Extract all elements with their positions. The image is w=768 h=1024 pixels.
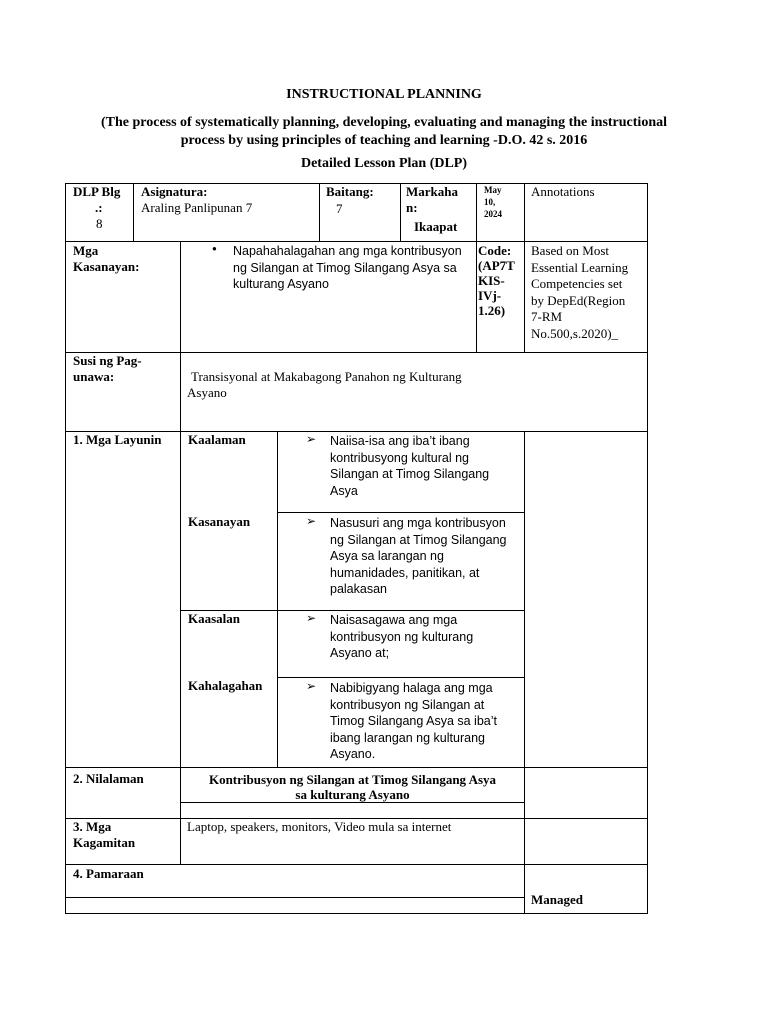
arrow-icon: ➢ — [306, 679, 317, 693]
competency-code: Code: (AP7T KIS- IVj- 1.26) — [478, 243, 515, 318]
grid-line — [180, 352, 181, 432]
grid-line — [180, 431, 181, 768]
susi-text: Transisyonal at Makabagong Panahon ng Kulturang Asyano — [187, 369, 462, 400]
grid-line — [65, 241, 648, 242]
grid-line — [277, 512, 525, 513]
kagamitan-label: 3. Mga Kagamitan — [73, 819, 136, 850]
grid-line — [65, 767, 648, 768]
pamaraan-note: Managed — [531, 892, 583, 907]
domain-kaasalan: Kaasalan — [188, 611, 241, 626]
dlp-number: 8 — [96, 216, 103, 231]
lesson-date: May 10, 2024 — [484, 185, 502, 219]
document-subtitle: Detailed Lesson Plan (DLP) — [300, 156, 468, 171]
arrow-icon: ➢ — [306, 611, 317, 625]
objective-kahalagahan: Nabibigyang halaga ang mga kontribusyon ng Silangan at Timog Silangang Asya sa iba’t ibang larangan ng kulturang Asyano. — [330, 681, 497, 761]
table-border-bottom — [65, 913, 648, 914]
baitang-label: Baitang: — [326, 184, 374, 199]
table-border-left — [65, 183, 66, 914]
grid-line — [180, 241, 181, 353]
grid-line — [476, 241, 477, 353]
grid-line — [180, 802, 525, 803]
grid-line — [65, 864, 648, 865]
grid-line — [277, 677, 525, 678]
baitang-value: 7 — [336, 201, 343, 216]
document-title: INSTRUCTIONAL PLANNING — [286, 87, 482, 102]
grid-line — [277, 431, 278, 768]
dlp-label: DLP Blg .: — [73, 184, 121, 215]
grid-line — [476, 183, 477, 242]
asignatura-value: Araling Panlipunan 7 — [141, 200, 253, 215]
layunin-label: 1. Mga Layunin — [73, 432, 162, 447]
pamaraan-label: 4. Pamaraan — [73, 866, 144, 881]
definition-line-2: process by using principles of teaching and learning -D.O. 42 s. 2016 — [180, 133, 588, 148]
markahan-value: Ikaapat — [414, 219, 458, 234]
grid-line — [65, 897, 525, 898]
objective-kasanayan: Nasusuri ang mga kontribusyon ng Silangan at Timog Silangang Asya sa larangan ng humanidades, panitikan, at palakasan — [330, 516, 507, 596]
domain-kasanayan: Kasanayan — [188, 514, 251, 529]
grid-line — [319, 183, 320, 242]
domain-kahalagahan: Kahalagahan — [188, 678, 263, 693]
grid-line — [65, 352, 648, 353]
arrow-icon: ➢ — [306, 514, 317, 528]
definition-line-1: (The process of systematically planning, developing, evaluating and managing the instructional — [100, 115, 667, 130]
kasanayan-skill: Napahahalagahan ang mga kontribusyon ng Silangan at Timog Silangang Asya sa kulturang Asyano — [233, 244, 462, 291]
annotations-header: Annotations — [531, 184, 595, 199]
kasanayan-label: Mga Kasanayan: — [73, 243, 140, 274]
markahan-label: Markaha n: — [406, 184, 458, 215]
competency-note: Based on Most Essential Learning Competencies set by DepEd(Region 7-RM No.500,s.2020)_ — [531, 243, 629, 341]
objective-kaasalan: Naisasagawa ang mga kontribusyon ng kulturang Asyano at; — [330, 613, 474, 660]
asignatura-label: Asignatura: — [141, 184, 208, 199]
arrow-icon: ➢ — [306, 432, 317, 446]
susi-label: Susi ng Pag- unawa: — [73, 353, 142, 384]
kagamitan-text: Laptop, speakers, monitors, Video mula sa internet — [187, 819, 452, 834]
domain-kaalaman: Kaalaman — [188, 432, 246, 447]
objective-kaalaman: Naiisa-isa ang iba’t ibang kontribusyong kultural ng Silangan at Timog Silangang Asya — [330, 434, 490, 498]
grid-line — [524, 241, 525, 353]
nilalaman-label: 2. Nilalaman — [73, 771, 144, 786]
nilalaman-text: Kontribusyon ng Silangan at Timog Silangang Asya sa kulturang Asyano — [208, 772, 497, 802]
grid-line — [524, 431, 525, 913]
grid-line — [400, 183, 401, 242]
bullet-icon: ● — [212, 244, 217, 253]
grid-line — [524, 183, 525, 242]
grid-line — [133, 183, 134, 242]
table-border-right — [647, 183, 648, 914]
